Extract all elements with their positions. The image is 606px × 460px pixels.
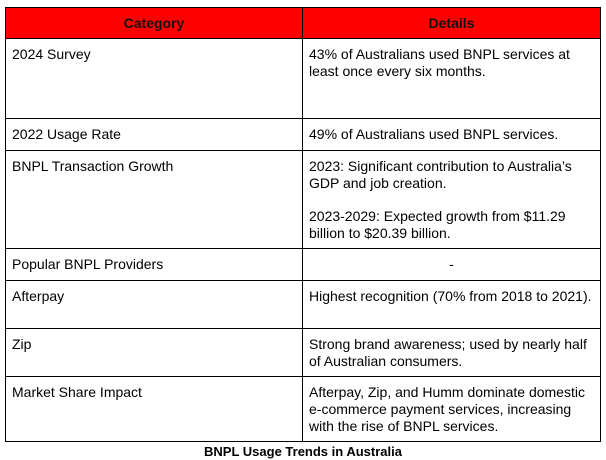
details-text: Afterpay, Zip, and Humm dominate domestic e-commerce payment services, increasing with the rise of BNPL services. [309,384,585,434]
table-row [6,151,601,249]
table-row [6,39,601,119]
table-row [6,119,601,151]
details-cell [303,329,601,377]
header-category: Category [6,8,303,39]
details-text: 2023: Significant contribution to Australia’s GDP and job creation. [309,158,572,191]
data-table-container [5,7,600,442]
table-header-row [6,8,601,39]
details-cell [303,249,601,281]
category-cell: Market Share Impact [6,377,303,442]
table-row [6,377,601,442]
details-text: Highest recognition (70% from 2018 to 2021). [309,288,592,304]
details-cell [303,119,601,151]
table-row [6,329,601,377]
details-text: 43% of Australians used BNPL services at least once every six months. [309,46,570,79]
category-cell: 2024 Survey [6,39,303,119]
details-text: - [449,256,454,272]
details-cell [303,281,601,329]
details-text: Strong brand awareness; used by nearly half of Australian consumers. [309,336,587,369]
table-row [6,249,601,281]
category-cell: BNPL Transaction Growth [6,151,303,249]
details-cell [303,151,601,249]
details-cell [303,39,601,119]
category-cell: Popular BNPL Providers [6,249,303,281]
table-row [6,281,601,329]
table-caption: BNPL Usage Trends in Australia [204,444,402,459]
details-text: 49% of Australians used BNPL services. [309,126,559,142]
details-text: 2023-2029: Expected growth from $11.29 billion to $20.39 billion. [309,208,566,241]
category-cell: Zip [6,329,303,377]
bnpl-usage-table [5,7,601,442]
header-details: Details [303,8,601,39]
category-cell: Afterpay [6,281,303,329]
category-cell: 2022 Usage Rate [6,119,303,151]
details-cell [303,377,601,442]
